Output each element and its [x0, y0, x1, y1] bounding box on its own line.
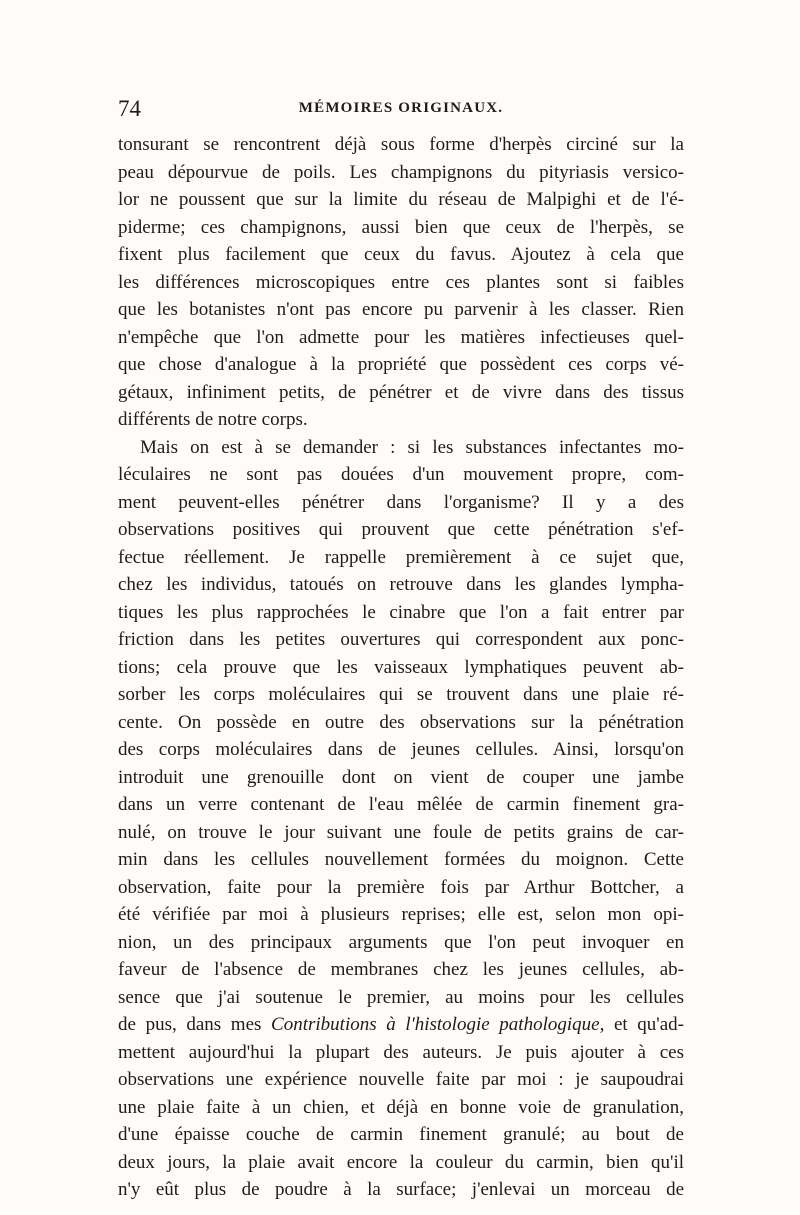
text-line: n'empêche que l'on admette pour les matières infectieuses quel-: [118, 326, 684, 348]
text-line: Mais on est à se demander : si les substances infectantes mo-: [140, 436, 684, 458]
text-line: observation, faite pour la première fois par Arthur Bottcher, a: [118, 876, 684, 898]
text-line: fectue réellement. Je rappelle premièrement à ce sujet que,: [118, 546, 684, 568]
text-segment: et qu'ad-: [604, 1014, 684, 1035]
text-line: nulé, on trouve le jour suivant une foule de petits grains de car-: [118, 821, 684, 843]
text-line-with-italic-title: [118, 1011, 684, 1039]
body-text: [118, 131, 684, 1204]
text-line: n'y eût plus de poudre à la surface; j'enlevai un morceau de: [118, 1179, 684, 1200]
text-line: friction dans les petites ouvertures qui correspondent aux ponc-: [118, 629, 684, 650]
text-line: observations positives qui prouvent que cette pénétration s'ef-: [118, 519, 684, 540]
text-line: les différences microscopiques entre ces plantes sont si faibles: [118, 271, 684, 293]
text-line: une plaie faite à un chien, et déjà en bonne voie de granulation,: [118, 1096, 684, 1118]
text-segment: de pus, dans mes: [118, 1014, 262, 1035]
text-line: ment peuvent-elles pénétrer dans l'organisme? Il y a des: [118, 491, 684, 513]
text-line: des corps moléculaires dans de jeunes cellules. Ainsi, lorsqu'on: [118, 739, 684, 760]
text-line: léculaires ne sont pas douées d'un mouvement propre, com-: [118, 464, 684, 485]
text-line: que chose d'analogue à la propriété que possèdent ces corps vé-: [118, 354, 684, 375]
text-line: fixent plus facilement que ceux du favus. Ajoutez à cela que: [118, 244, 684, 265]
text-line: peau dépourvue de poils. Les champignons du pityriasis versico-: [118, 161, 684, 183]
text-line: faveur de l'absence de membranes chez les jeunes cellules, ab-: [118, 959, 684, 980]
running-title: MÉMOIRES ORIGINAUX.: [298, 100, 504, 116]
text-line: été vérifiée par moi à plusieurs reprises; elle est, selon mon opi-: [118, 904, 684, 925]
text-line: nion, un des principaux arguments que l'on peut invoquer en: [118, 931, 684, 953]
text-line: tonsurant se rencontrent déjà sous forme d'herpès circiné sur la: [118, 134, 684, 155]
text-line: mettent aujourd'hui la plupart des auteurs. Je puis ajouter à ces: [118, 1041, 684, 1063]
text-line: sence que j'ai soutenue le premier, au moins pour les cellules: [118, 986, 684, 1008]
text-line: observations une expérience nouvelle faite par moi : je saupoudrai: [118, 1069, 684, 1090]
text-line: piderme; ces champignons, aussi bien que ceux de l'herpès, se: [118, 216, 684, 238]
text-line: deux jours, la plaie avait encore la couleur du carmin, bien qu'il: [118, 1151, 684, 1173]
text-line: sorber les corps moléculaires qui se trouvent dans une plaie ré-: [118, 684, 684, 705]
text-line: chez les individus, tatoués on retrouve dans les glandes lympha-: [118, 574, 684, 595]
text-line: différents de notre corps.: [118, 409, 308, 430]
text-line: introduit une grenouille dont on vient de couper une jambe: [118, 766, 684, 788]
text-line: min dans les cellules nouvellement formées du moignon. Cette: [118, 849, 684, 870]
text-line: tiques les plus rapprochées le cinabre que l'on a fait entrer par: [118, 601, 684, 623]
text-line: lor ne poussent que sur la limite du réseau de Malpighi et de l'é-: [118, 189, 684, 210]
text-line: d'une épaisse couche de carmin finement granulé; au bout de: [118, 1124, 684, 1145]
page-header: [118, 96, 684, 126]
text-line: gétaux, infiniment petits, de pénétrer et de vivre dans des tissus: [118, 381, 684, 403]
italic-work-title: Contributions à l'histologie pathologique,: [271, 1014, 605, 1035]
text-line: tions; cela prouve que les vaisseaux lymphatiques peuvent ab-: [118, 656, 684, 678]
text-line: dans un verre contenant de l'eau mêlée de carmin finement gra-: [118, 794, 684, 815]
page-number: 74: [118, 96, 141, 121]
text-line: cente. On possède en outre des observations sur la pénétration: [118, 711, 684, 733]
text-line: que les botanistes n'ont pas encore pu parvenir à les classer. Rien: [118, 299, 684, 320]
